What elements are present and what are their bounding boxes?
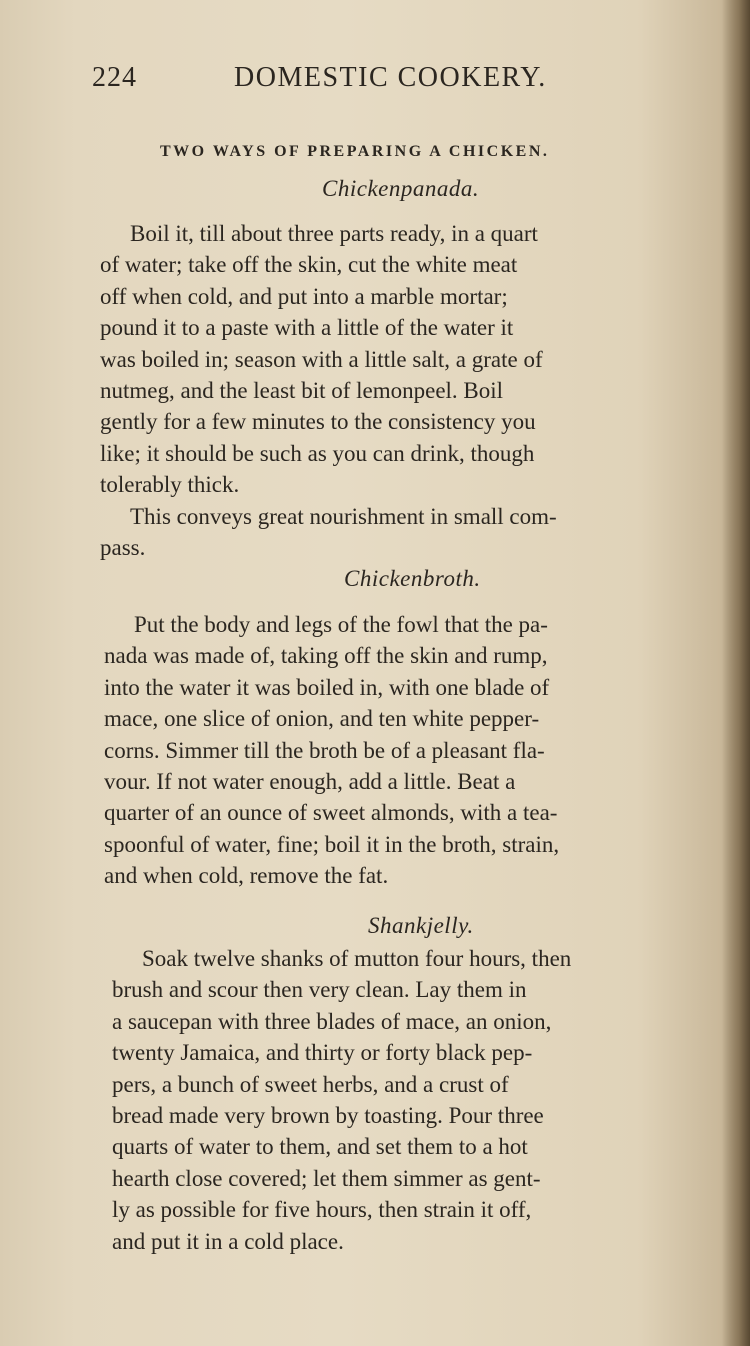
text-line: nutmeg, and the least bit of lemonpeel. Boil	[100, 378, 504, 404]
recipe-heading-shankjelly: Shankjelly.	[368, 913, 474, 938]
text-line: and when cold, remove the fat.	[104, 863, 389, 889]
text-line: into the water it was boiled in, with one blade of	[104, 674, 550, 700]
recipe-paragraph	[100, 218, 702, 563]
text-line: pound it to a paste with a little of the water it	[100, 315, 514, 341]
recipe-heading-chickenpanada: Chickenpanada.	[322, 176, 480, 201]
text-line: Soak twelve shanks of mutton four hours, then	[142, 946, 572, 971]
text-line: was boiled in; season with a little salt, a grate of	[100, 346, 543, 372]
page-spine-shadow	[722, 0, 750, 1346]
running-head: DOMESTIC COOKERY.	[234, 62, 547, 93]
text-line: pass.	[100, 535, 146, 561]
text-line: and put it in a cold place.	[112, 1228, 344, 1254]
text-line: quarter of an ounce of sweet almonds, with a tea-	[104, 800, 558, 826]
text-line: twenty Jamaica, and thirty or forty black pep-	[112, 1040, 533, 1066]
section-title: TWO WAYS OF PREPARING A CHICKEN.	[160, 143, 550, 160]
text-line: Boil it, till about three parts ready, in a quart	[130, 221, 538, 246]
text-line: pers, a bunch of sweet herbs, and a crust of	[112, 1071, 509, 1097]
text-line: off when cold, and put into a marble mortar;	[100, 283, 508, 309]
text-line: like; it should be such as you can drink, though	[100, 440, 535, 466]
text-line: ly as possible for five hours, then strain it off,	[112, 1197, 532, 1223]
text-line: a saucepan with three blades of mace, an onion,	[112, 1008, 552, 1034]
recipe-heading-chickenbroth: Chickenbroth.	[344, 566, 481, 591]
page-number: 224	[92, 62, 137, 93]
page-header	[92, 62, 652, 102]
text-line: nada was made of, taking off the skin and rump,	[104, 643, 548, 669]
text-line: tolerably thick.	[100, 472, 240, 498]
text-line: spoonful of water, fine; boil it in the broth, strain,	[104, 831, 560, 857]
text-line: brush and scour then very clean. Lay them in	[112, 977, 527, 1003]
text-line: corns. Simmer till the broth be of a pleasant fla-	[104, 737, 545, 763]
text-line: hearth close covered; let them simmer as gent-	[112, 1165, 541, 1191]
text-line: gently for a few minutes to the consistency you	[100, 409, 536, 435]
text-line: This conveys great nourishment in small com-	[130, 503, 557, 529]
recipe-paragraph	[112, 943, 718, 1257]
text-line: vour. If not water enough, add a little. Beat a	[104, 769, 516, 795]
text-line: of water; take off the skin, cut the white meat	[100, 252, 518, 278]
recipe-paragraph	[104, 609, 710, 892]
text-line: mace, one slice of onion, and ten white pepper-	[104, 706, 540, 732]
text-line: Put the body and legs of the fowl that the pa-	[134, 612, 548, 637]
text-line: quarts of water to them, and set them to a hot	[112, 1134, 528, 1160]
text-line: bread made very brown by toasting. Pour three	[112, 1103, 544, 1129]
